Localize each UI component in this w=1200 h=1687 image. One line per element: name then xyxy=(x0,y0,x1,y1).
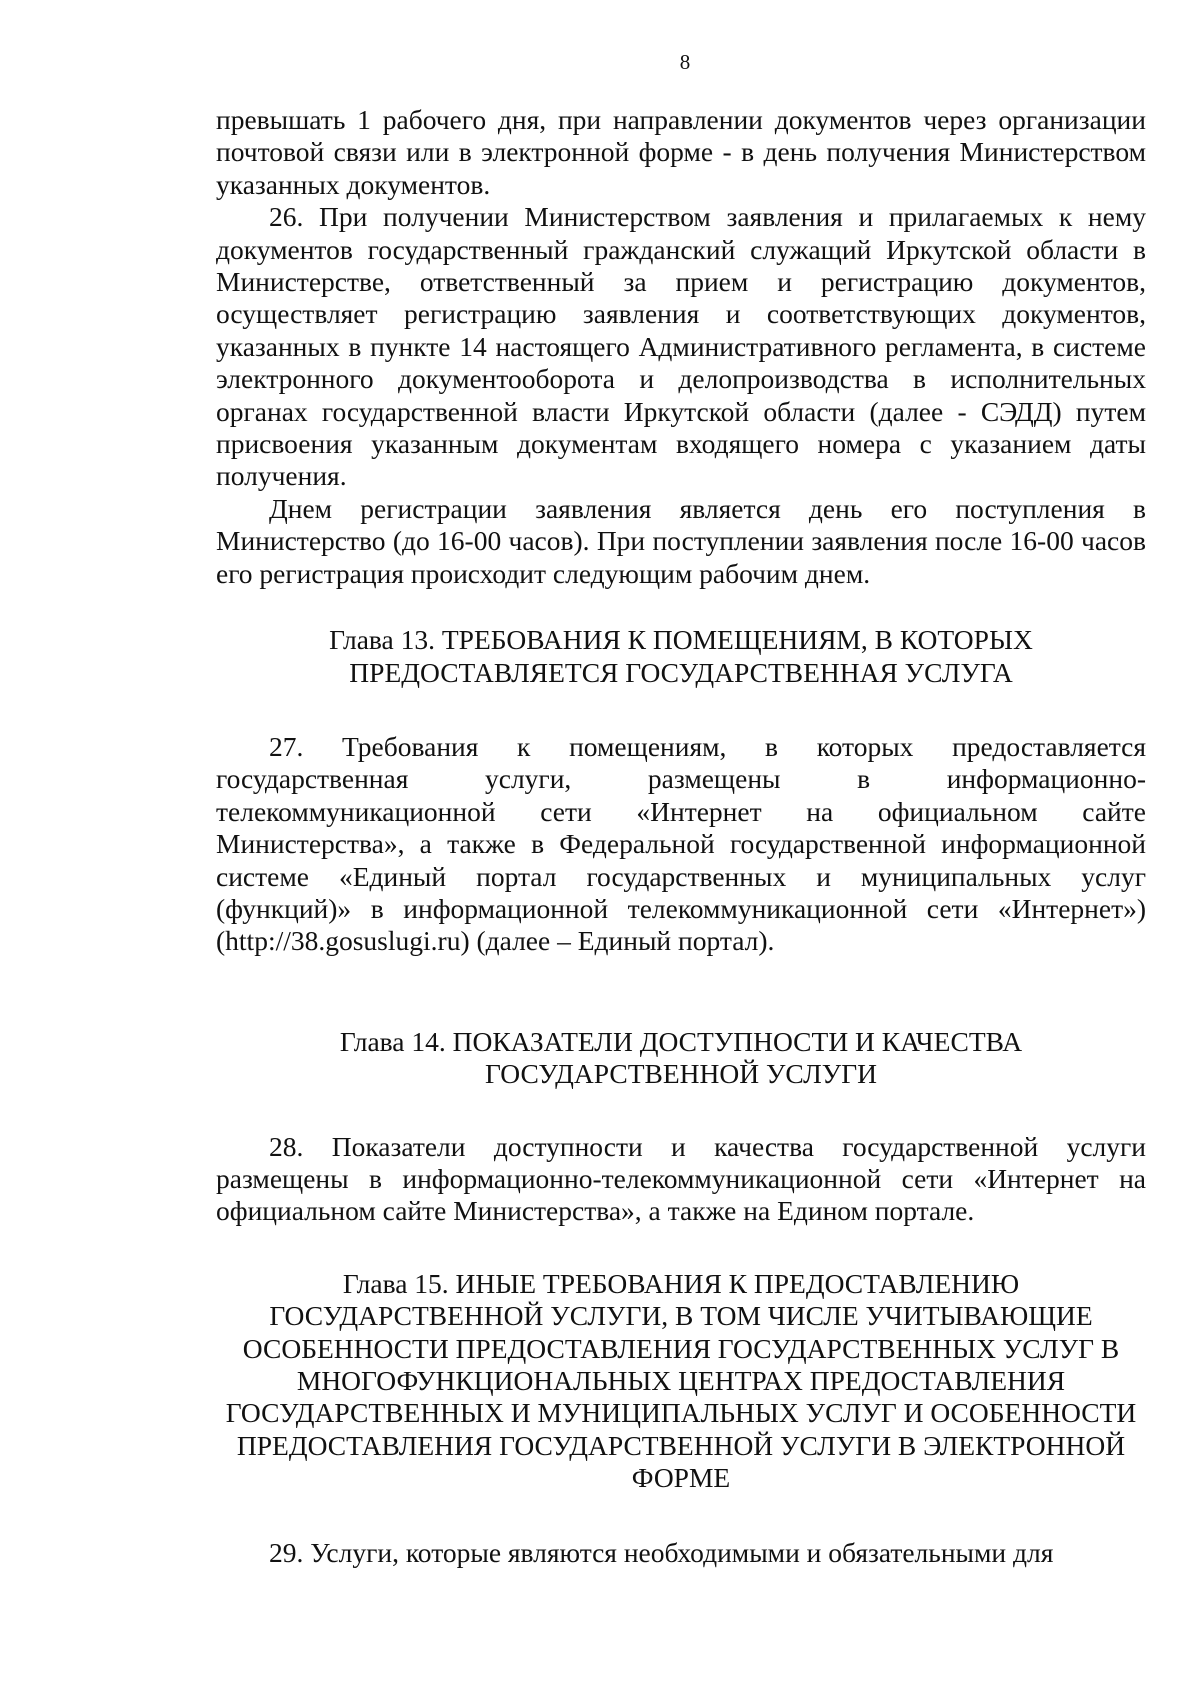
heading-line: ГОСУДАРСТВЕННОЙ УСЛУГИ, В ТОМ ЧИСЛЕ УЧИТЫВАЮЩИЕ xyxy=(269,1300,1093,1332)
heading-line: Глава 15. ИНЫЕ ТРЕБОВАНИЯ К ПРЕДОСТАВЛЕНИЮ xyxy=(342,1267,1020,1299)
paragraph-registration-day: Днем регистрации заявления является день его поступления в Министерство (до 16-00 часов). При поступлении заявления после 16-00 часов его регистрация происходит следующим рабочим днем. xyxy=(216,492,1146,589)
paragraph-26: 26. При получении Министерством заявления и прилагаемых к нему документов государственный гражданский служащий Иркутской области в Министерстве, ответственный за прием и регистрацию документов, осуществляет регистрацию заявления и соответствующих документов, указанных в пункте 14 настоящего Административного регламента, в системе электронного документооборота и делопроизводства в исполнительных органах государственной власти Иркутской области (далее - СЭДД) путем присвоения указанным документам входящего номера с указанием даты получения. xyxy=(216,201,1146,492)
paragraph-29: 29. Услуги, которые являются необходимыми и обязательными для xyxy=(269,1536,1054,1568)
heading-line: ГОСУДАРСТВЕННЫХ И МУНИЦИПАЛЬНЫХ УСЛУГ И ОСОБЕННОСТИ xyxy=(225,1397,1137,1429)
chapter-14-heading xyxy=(216,1026,1146,1091)
chapter-13-heading xyxy=(216,624,1146,689)
paragraph-28: 28. Показатели доступности и качества государственной услуги размещены в информационно-телекоммуникационной сети «Интернет на официальном сайте Министерства», а также на Едином портале. xyxy=(216,1130,1146,1227)
heading-line: Глава 14. ПОКАЗАТЕЛИ ДОСТУПНОСТИ И КАЧЕСТВА xyxy=(339,1025,1023,1057)
heading-line: ГОСУДАРСТВЕННОЙ УСЛУГИ xyxy=(485,1058,877,1090)
document-body xyxy=(216,104,1146,1569)
paragraph-27: 27. Требования к помещениям, в которых предоставляется государственная услуги, размещены в информационно-телекоммуникационной сети «Интернет на официальном сайте Министерства», а также в Федеральной государственной информационной системе «Единый портал государственных и муниципальных услуг (функций)» в информационной телекоммуникационной сети «Интернет») (http://38.gosuslugi.ru) (далее – Единый портал). xyxy=(216,730,1146,957)
heading-line: Глава 13. ТРЕБОВАНИЯ К ПОМЕЩЕНИЯМ, В КОТОРЫХ xyxy=(329,624,1033,656)
heading-line: МНОГОФУНКЦИОНАЛЬНЫХ ЦЕНТРАХ ПРЕДОСТАВЛЕНИЯ xyxy=(296,1365,1066,1396)
paragraph-continuation: превышать 1 рабочего дня, при направлении документов через организации почтовой связи или в электронной форме - в день получения Министерством указанных документов. xyxy=(216,104,1146,200)
heading-line: ОСОБЕННОСТИ ПРЕДОСТАВЛЕНИЯ ГОСУДАРСТВЕННЫХ УСЛУГ В xyxy=(242,1332,1120,1364)
heading-line: ФОРМЕ xyxy=(631,1462,731,1494)
page-number: 8 xyxy=(679,50,691,74)
chapter-15-heading xyxy=(216,1268,1146,1495)
heading-line: ПРЕДОСТАВЛЯЕТСЯ ГОСУДАРСТВЕННАЯ УСЛУГА xyxy=(349,656,1013,688)
heading-line: ПРЕДОСТАВЛЕНИЯ ГОСУДАРСТВЕННОЙ УСЛУГИ В ЭЛЕКТРОННОЙ xyxy=(236,1429,1126,1461)
